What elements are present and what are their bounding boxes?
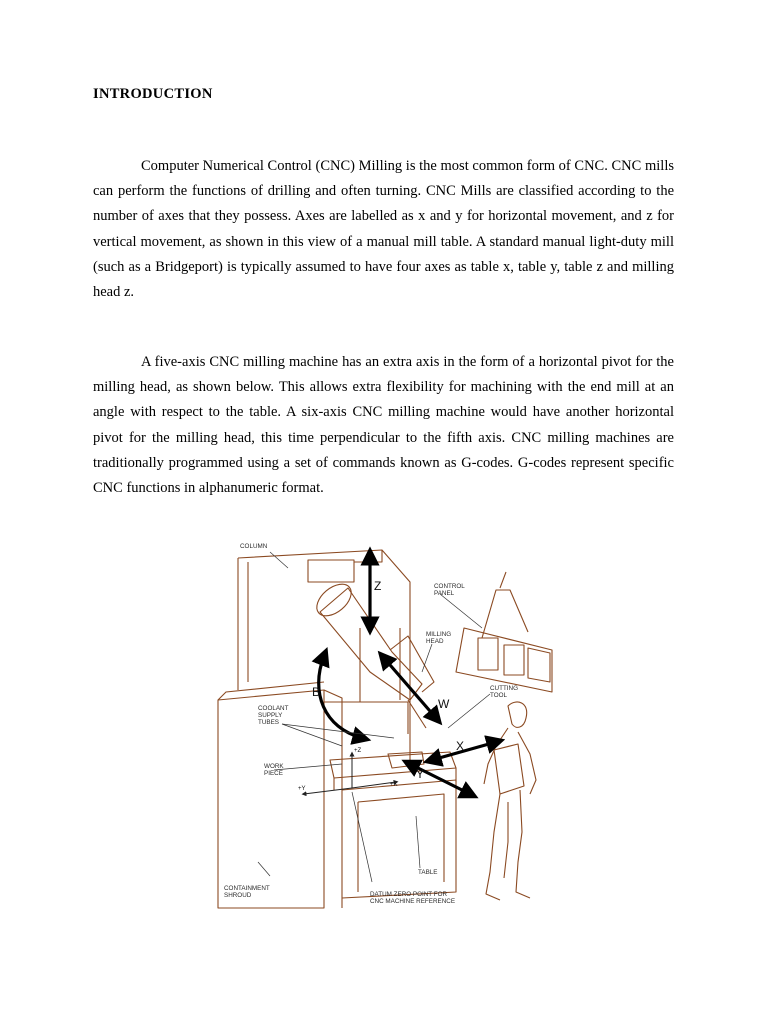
label-coolant-2: SUPPLY <box>258 712 283 719</box>
label-cutting-tool-1: CUTTING <box>490 685 518 692</box>
label-cutting-tool-2: TOOL <box>490 692 508 699</box>
label-control-panel-1: CONTROL <box>434 583 465 590</box>
label-datum-2: CNC MACHINE REFERENCE <box>370 898 456 905</box>
axis-label-y: Y <box>416 767 425 781</box>
label-containment-1: CONTAINMENT <box>224 885 270 892</box>
label-work-piece-1: WORK <box>264 763 284 770</box>
label-milling-head-1: MILLING <box>426 631 452 638</box>
axis-label-w: W <box>438 697 450 711</box>
axis-label-plus-x: +X <box>390 782 398 788</box>
leader-lines <box>258 552 490 882</box>
machine-line-art <box>218 550 552 908</box>
label-milling-head-2: HEAD <box>426 638 444 645</box>
label-coolant-3: TUBES <box>258 719 279 726</box>
label-table: TABLE <box>418 869 438 876</box>
label-containment-2: SHROUD <box>224 892 252 899</box>
section-heading: INTRODUCTION <box>93 86 213 102</box>
axis-label-plus-y: +Y <box>298 786 306 792</box>
label-datum-1: DATUM ZERO POINT FOR <box>370 891 448 898</box>
cnc-machine-illustration <box>212 532 554 917</box>
label-work-piece-2: PIECE <box>264 770 283 777</box>
label-column: COLUMN <box>240 543 268 550</box>
axis-label-x: X <box>456 739 465 753</box>
paragraph-cnc-milling: Computer Numerical Control (CNC) Milling is the most common form of CNC. CNC mills can perform the functions of drilling and often turning. CNC Mills are classified according to the number of axes that they possess. Axes are labelled as x and y for horizontal movement, and z for vertical movement, as shown in this view of a manual mill table. A standard manual light-duty mill (such as a Bridgeport) is typically assumed to have four axes as table x, table y, table z and milling head z. <box>93 158 674 301</box>
label-coolant-1: COOLANT <box>258 705 289 712</box>
axis-label-b: B <box>312 685 321 699</box>
axis-label-z: Z <box>374 579 382 593</box>
paragraph-five-axis: A five-axis CNC milling machine has an extra axis in the form of a horizontal pivot for the milling head, as shown below. This allows extra flexibility for machining with the end mill at an angle with respect to the table. A six-axis CNC milling machine would have another horizontal pivot for the milling head, this time perpendicular to the fifth axis. CNC milling machines are traditionally programmed using a set of commands known as G-codes. G-codes represent specific CNC functions in alphanumeric format. <box>93 354 674 497</box>
axis-label-plus-z: +Z <box>354 748 362 754</box>
label-control-panel-2: PANEL <box>434 590 455 597</box>
